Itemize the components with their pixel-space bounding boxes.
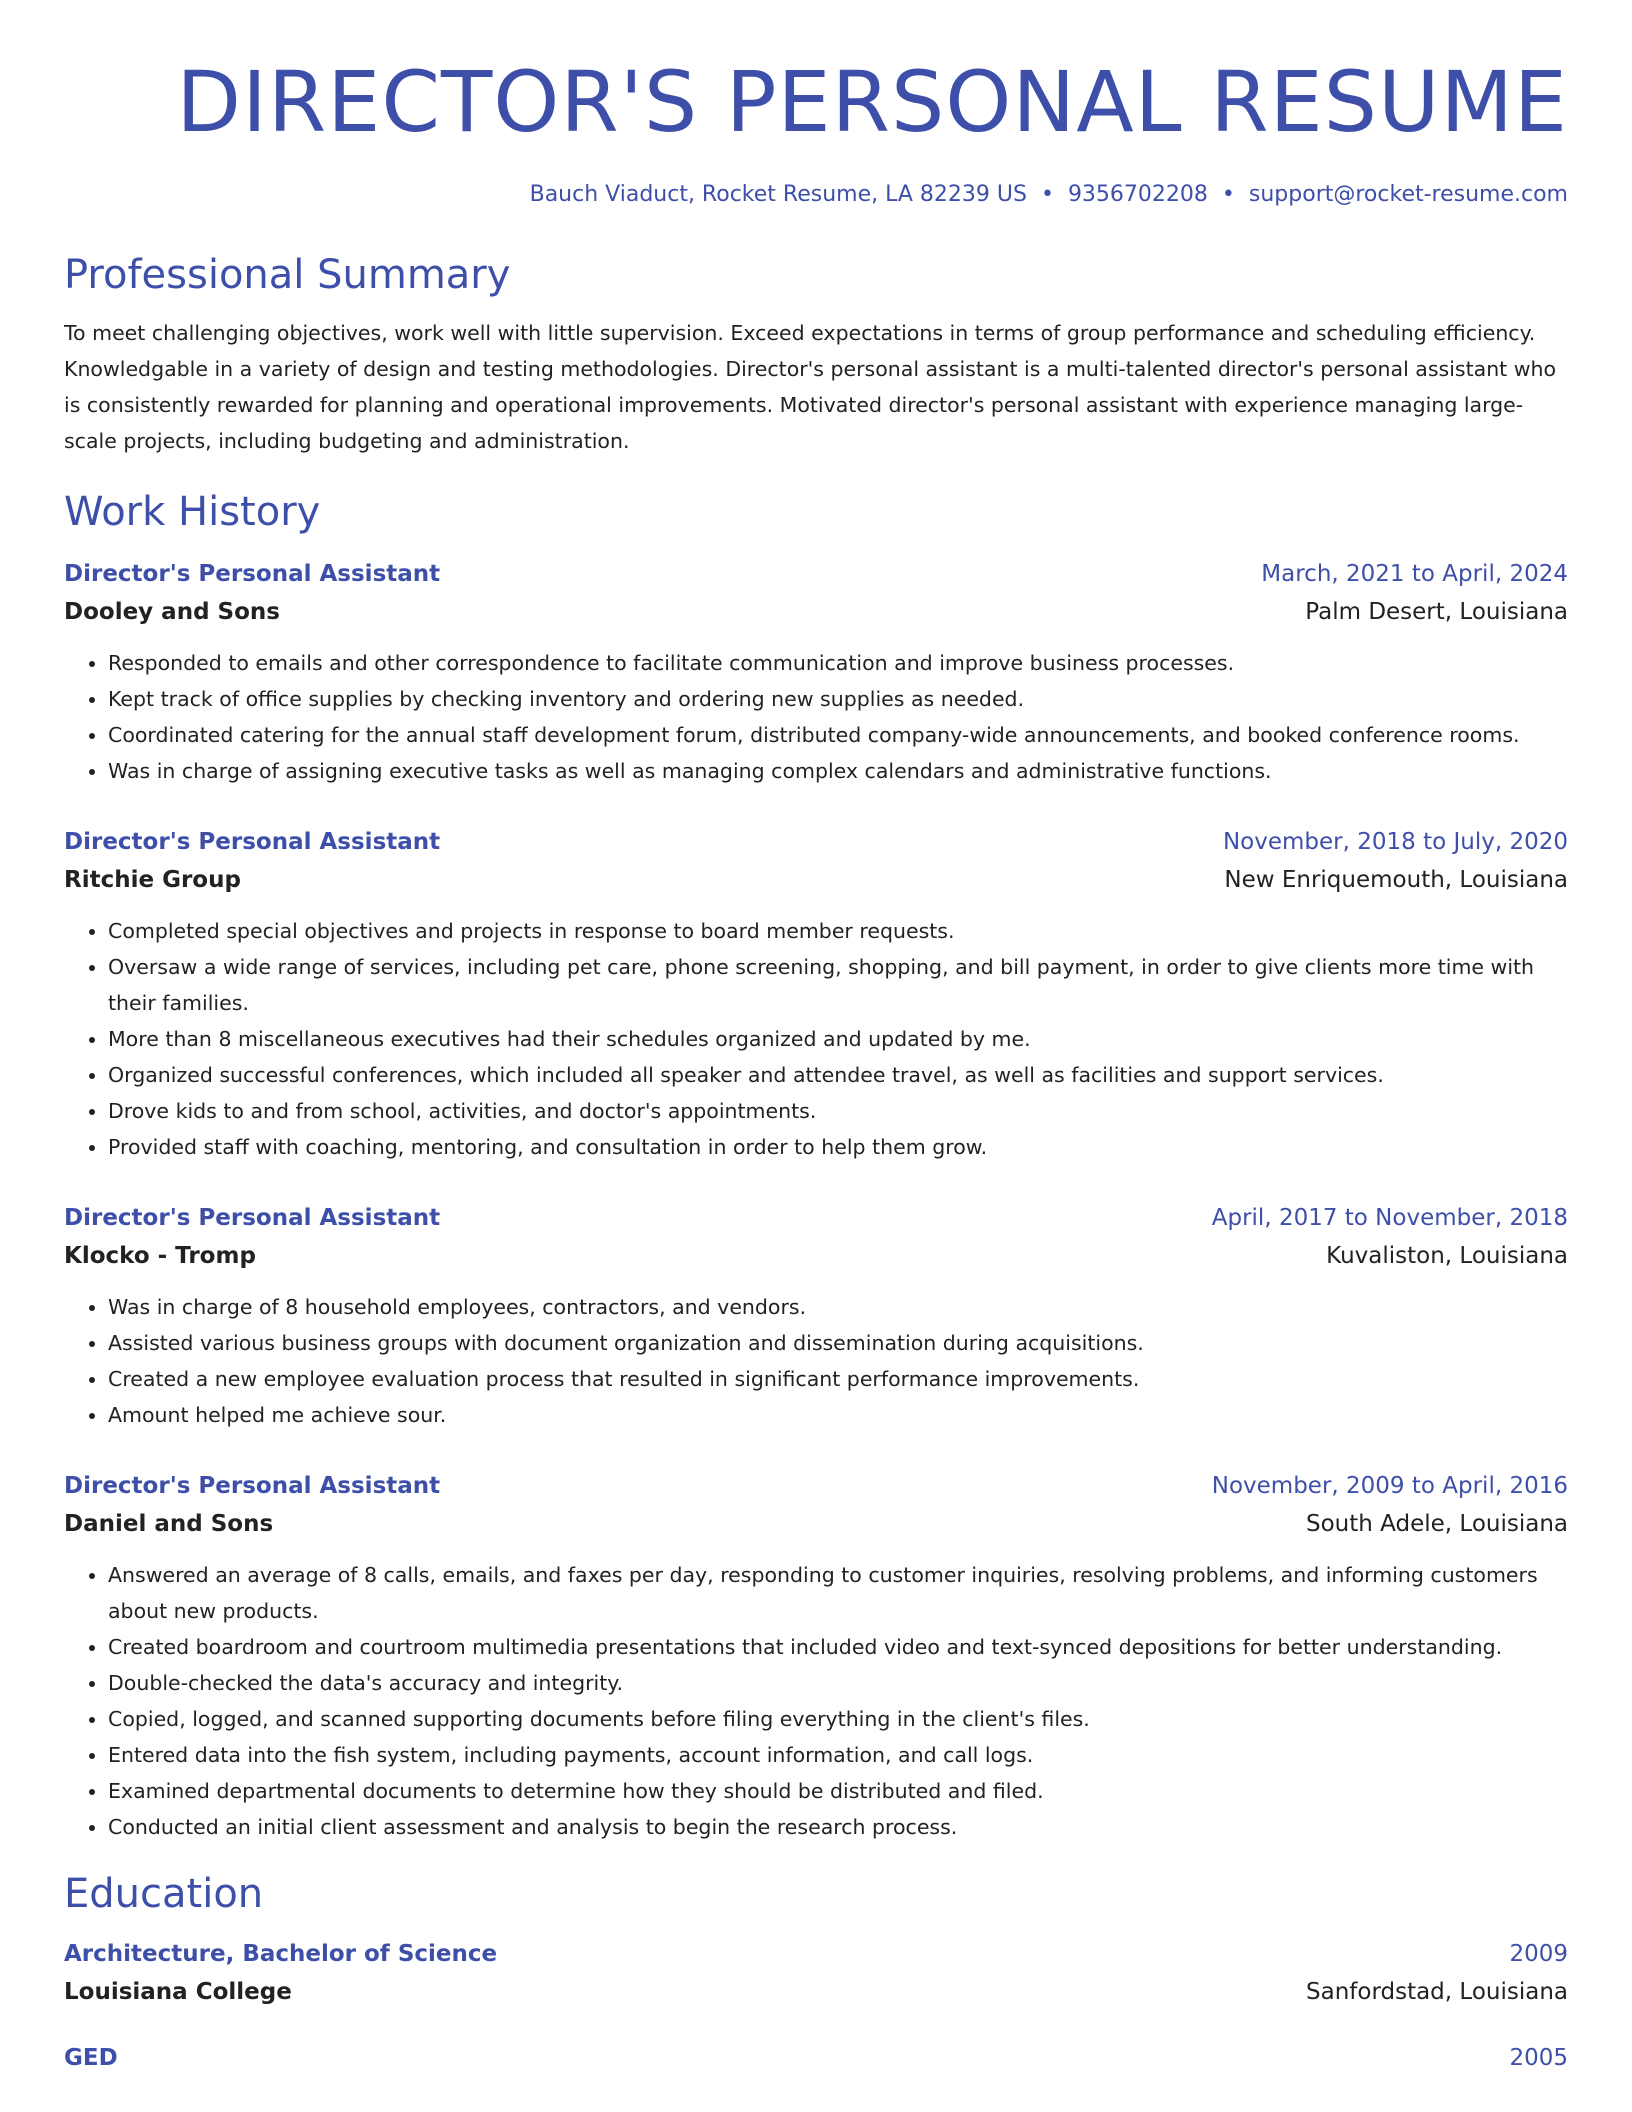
section-title-education: Education xyxy=(64,1871,264,1917)
job-title: Director's Personal Assistant xyxy=(64,561,441,587)
education-degree: GED xyxy=(64,2045,118,2071)
job-bullet: • Oversaw a wide range of services, including pet care, phone screening, shopping, and bill payment, in order to give clients more time with their families. xyxy=(108,949,1568,1021)
job-bullet: • Conducted an initial client assessment and analysis to begin the research process. xyxy=(108,1809,1568,1845)
job-bullet: • Was in charge of 8 household employees, contractors, and vendors. xyxy=(108,1289,1568,1325)
job-bullet: • Created a new employee evaluation process that resulted in significant performance improvements. xyxy=(108,1361,1568,1397)
job-location: South Adele, Louisiana xyxy=(1306,1511,1568,1537)
contact-separator: • xyxy=(1040,182,1054,207)
job-company: Klocko - Tromp xyxy=(64,1243,256,1269)
job-bullet: • Entered data into the fish system, including payments, account information, and call logs. xyxy=(108,1737,1568,1773)
professional-summary-section xyxy=(64,250,1568,459)
job-title: Director's Personal Assistant xyxy=(64,829,441,855)
education-entry xyxy=(64,1935,1568,2011)
education-degree: Architecture, Bachelor of Science xyxy=(64,1941,498,1967)
job-dates: March, 2021 to April, 2024 xyxy=(1261,561,1568,587)
section-title-work-history: Work History xyxy=(64,489,321,535)
resume-name: DIRECTOR'S PERSONAL RESUME xyxy=(176,53,1568,151)
job-location: Palm Desert, Louisiana xyxy=(1305,599,1568,625)
education-school: Louisiana College xyxy=(64,1979,292,2005)
job-bullet: • Kept track of office supplies by checking inventory and ordering new supplies as needed. xyxy=(108,681,1568,717)
job-entry xyxy=(64,823,1568,1165)
job-bullet: • Completed special objectives and projects in response to board member requests. xyxy=(108,913,1568,949)
education-location: Sanfordstad, Louisiana xyxy=(1306,1979,1568,2005)
job-bullet: • More than 8 miscellaneous executives had their schedules organized and updated by me. xyxy=(108,1021,1568,1057)
job-bullet: • Amount helped me achieve sour. xyxy=(108,1397,1568,1433)
job-bullet: • Assisted various business groups with document organization and dissemination during acquisitions. xyxy=(108,1325,1568,1361)
contact-address: Bauch Viaduct, Rocket Resume, LA 82239 US xyxy=(529,182,1027,207)
job-bullet: • Drove kids to and from school, activities, and doctor's appointments. xyxy=(108,1093,1568,1129)
work-history-section xyxy=(64,487,1568,1845)
job-location: Kuvaliston, Louisiana xyxy=(1326,1243,1568,1269)
job-bullet: • Coordinated catering for the annual staff development forum, distributed company-wide announcements, and booked conference rooms. xyxy=(108,717,1568,753)
job-title: Director's Personal Assistant xyxy=(64,1473,441,1499)
job-bullet: • Created boardroom and courtroom multimedia presentations that included video and text-synced depositions for better understanding. xyxy=(108,1629,1568,1665)
job-company: Daniel and Sons xyxy=(64,1511,274,1537)
job-bullet-list xyxy=(64,645,1568,789)
job-entry xyxy=(64,555,1568,789)
job-bullet: • Answered an average of 8 calls, emails, and faxes per day, responding to customer inquiries, resolving problems, and informing customers about new products. xyxy=(108,1557,1568,1629)
contact-separator: • xyxy=(1221,182,1235,207)
job-bullet-list xyxy=(64,1557,1568,1845)
summary-text: To meet challenging objectives, work well with little supervision. Exceed expectations in terms of group performance and scheduling efficiency. Knowledgable in a variety of design and testing methodologies. Director's personal assistant is a multi-talented director's personal assistant who is consistently rewarded for planning and operational improvements. Motivated director's personal assistant with experience managing large-scale projects, including budgeting and administration. xyxy=(64,321,1557,453)
contact-line xyxy=(64,180,1568,210)
job-company: Dooley and Sons xyxy=(64,599,280,625)
job-bullet-list xyxy=(64,913,1568,1165)
education-entry xyxy=(64,2039,1568,2077)
job-dates: November, 2009 to April, 2016 xyxy=(1211,1473,1568,1499)
job-bullet: • Organized successful conferences, which included all speaker and attendee travel, as well as facilities and support services. xyxy=(108,1057,1568,1093)
contact-email: support@rocket-resume.com xyxy=(1248,182,1568,207)
job-company: Ritchie Group xyxy=(64,867,241,893)
education-year: 2009 xyxy=(1509,1941,1568,1967)
job-entry xyxy=(64,1199,1568,1433)
job-bullet: • Copied, logged, and scanned supporting documents before filing everything in the client's files. xyxy=(108,1701,1568,1737)
job-title: Director's Personal Assistant xyxy=(64,1205,441,1231)
job-entry xyxy=(64,1467,1568,1845)
job-bullet: • Double-checked the data's accuracy and integrity. xyxy=(108,1665,1568,1701)
job-bullet: • Responded to emails and other correspondence to facilitate communication and improve business processes. xyxy=(108,645,1568,681)
job-bullet: • Was in charge of assigning executive tasks as well as managing complex calendars and administrative functions. xyxy=(108,753,1568,789)
contact-phone: 9356702208 xyxy=(1067,182,1208,207)
education-section xyxy=(64,1869,1568,2077)
job-bullet: • Provided staff with coaching, mentoring, and consultation in order to help them grow. xyxy=(108,1129,1568,1165)
job-dates: November, 2018 to July, 2020 xyxy=(1222,829,1568,855)
job-dates: April, 2017 to November, 2018 xyxy=(1211,1205,1568,1231)
job-bullet: • Examined departmental documents to determine how they should be distributed and filed. xyxy=(108,1773,1568,1809)
job-bullet-list xyxy=(64,1289,1568,1433)
job-location: New Enriquemouth, Louisiana xyxy=(1224,867,1568,893)
resume-header xyxy=(64,52,1568,210)
section-title-summary: Professional Summary xyxy=(64,252,511,298)
education-year: 2005 xyxy=(1509,2045,1568,2071)
